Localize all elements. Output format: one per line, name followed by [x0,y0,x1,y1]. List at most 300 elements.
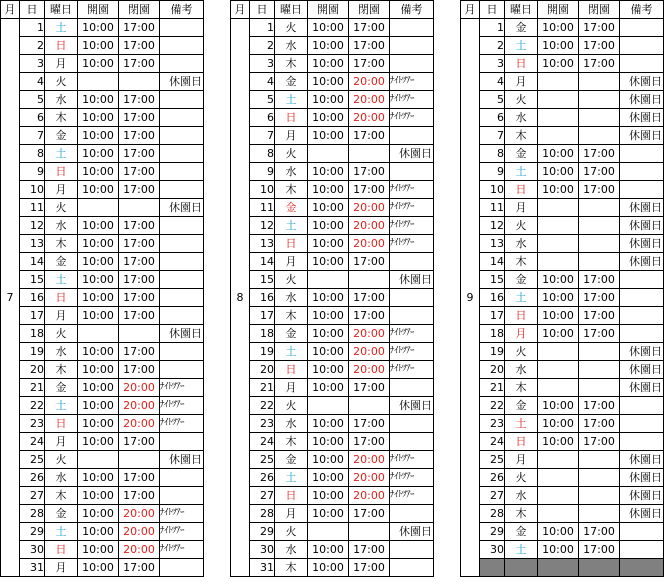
day-cell: 15 [20,271,45,289]
weekday-cell: 土 [505,163,538,181]
day-cell: 25 [480,451,505,469]
close-time-cell: 17:00 [119,559,160,577]
open-time-cell: 10:00 [538,289,579,307]
weekday-cell: 金 [275,199,308,217]
close-time-cell: 17:00 [579,19,620,37]
weekday-cell: 日 [505,433,538,451]
day-cell: 2 [480,37,505,55]
day-cell: 27 [480,487,505,505]
open-time-cell: 10:00 [538,163,579,181]
close-time-cell: 20:00 [349,451,390,469]
note-cell: 休園日 [620,469,664,487]
note-cell [390,289,434,307]
open-time-cell [538,361,579,379]
day-cell: 13 [480,235,505,253]
weekday-cell: 木 [275,181,308,199]
table-row [1,19,204,37]
note-cell: 休園日 [620,109,664,127]
close-time-cell [579,379,620,397]
table-row [231,145,434,163]
month-cell: 9 [461,19,480,577]
close-time-cell [119,73,160,91]
table-row [461,379,664,397]
open-time-cell: 10:00 [78,523,119,541]
header-row [461,1,664,19]
table-row [231,181,434,199]
weekday-cell: 木 [505,379,538,397]
table-row [231,37,434,55]
weekday-cell: 金 [275,73,308,91]
open-time-cell: 10:00 [78,343,119,361]
close-time-cell [119,325,160,343]
weekday-cell: 土 [45,271,78,289]
day-cell: 2 [20,37,45,55]
table-row [231,433,434,451]
weekday-cell: 木 [45,235,78,253]
header-dow: 曜日 [275,1,308,19]
close-time-cell: 17:00 [579,433,620,451]
close-time-cell: 20:00 [119,415,160,433]
close-time-cell: 17:00 [579,307,620,325]
header-open: 開園 [538,1,579,19]
header-close: 閉園 [119,1,160,19]
close-time-cell: 17:00 [119,127,160,145]
open-time-cell: 10:00 [308,469,349,487]
note-cell [160,469,204,487]
weekday-cell: 土 [275,91,308,109]
note-cell: 休園日 [620,505,664,523]
table-row [1,397,204,415]
weekday-cell: 月 [505,451,538,469]
close-time-cell: 17:00 [579,37,620,55]
close-time-cell [349,397,390,415]
close-time-cell: 17:00 [349,127,390,145]
day-cell: 24 [250,433,275,451]
open-time-cell: 10:00 [78,559,119,577]
close-time-cell: 17:00 [119,91,160,109]
close-time-cell: 17:00 [119,19,160,37]
weekday-cell: 水 [505,235,538,253]
note-cell: ﾅｲﾄﾂｱｰ [390,217,434,235]
header-open: 開園 [308,1,349,19]
day-cell: 17 [20,307,45,325]
note-cell: ﾅｲﾄﾂｱｰ [390,73,434,91]
table-row [231,91,434,109]
open-time-cell: 10:00 [78,127,119,145]
close-time-cell: 17:00 [349,307,390,325]
day-cell: 31 [20,559,45,577]
close-time-cell: 17:00 [119,307,160,325]
table-row [1,145,204,163]
weekday-cell: 火 [45,199,78,217]
table-row [231,19,434,37]
open-time-cell: 10:00 [308,433,349,451]
day-cell: 3 [480,55,505,73]
weekday-cell: 水 [505,109,538,127]
table-row [461,235,664,253]
close-time-cell: 17:00 [349,433,390,451]
open-time-cell: 10:00 [78,19,119,37]
day-cell: 14 [250,253,275,271]
table-row [1,271,204,289]
table-row [461,415,664,433]
close-time-cell: 17:00 [119,37,160,55]
day-cell: 9 [250,163,275,181]
filler-cell [579,559,620,577]
table-row [461,361,664,379]
open-time-cell: 10:00 [78,361,119,379]
day-cell: 28 [250,505,275,523]
table-row [231,451,434,469]
weekday-cell: 水 [45,343,78,361]
open-time-cell: 10:00 [308,181,349,199]
note-cell: ﾅｲﾄﾂｱｰ [390,343,434,361]
open-time-cell [538,91,579,109]
close-time-cell [579,451,620,469]
table-row [231,469,434,487]
day-cell: 3 [250,55,275,73]
close-time-cell: 17:00 [349,379,390,397]
close-time-cell: 17:00 [349,289,390,307]
close-time-cell: 17:00 [119,343,160,361]
open-time-cell [538,505,579,523]
filler-cell [538,559,579,577]
weekday-cell: 火 [275,19,308,37]
close-time-cell: 20:00 [349,325,390,343]
table-row [1,199,204,217]
table-row [231,541,434,559]
table-row [231,235,434,253]
close-time-cell: 17:00 [119,55,160,73]
weekday-cell: 土 [45,19,78,37]
table-row [231,109,434,127]
open-time-cell [78,199,119,217]
table-row [461,451,664,469]
day-cell: 5 [20,91,45,109]
close-time-cell: 20:00 [119,541,160,559]
note-cell: 休園日 [620,235,664,253]
weekday-cell: 木 [275,307,308,325]
table-row [1,289,204,307]
day-cell: 14 [20,253,45,271]
table-row [461,505,664,523]
day-cell: 23 [250,415,275,433]
weekday-cell: 土 [45,523,78,541]
weekday-cell: 火 [275,523,308,541]
close-time-cell [579,127,620,145]
table-row [461,73,664,91]
table-row [461,19,664,37]
day-cell: 19 [250,343,275,361]
weekday-cell: 水 [275,163,308,181]
note-cell: ﾅｲﾄﾂｱｰ [390,451,434,469]
table-row [461,253,664,271]
weekday-cell: 日 [275,361,308,379]
open-time-cell: 10:00 [78,307,119,325]
note-cell: ﾅｲﾄﾂｱｰ [390,181,434,199]
close-time-cell: 17:00 [579,289,620,307]
open-time-cell: 10:00 [308,559,349,577]
day-cell: 29 [480,523,505,541]
day-cell: 5 [480,91,505,109]
open-time-cell: 10:00 [78,469,119,487]
table-row [461,163,664,181]
table-row [1,73,204,91]
weekday-cell: 月 [45,307,78,325]
calendar-table-july [0,0,204,577]
table-row [461,181,664,199]
open-time-cell: 10:00 [538,397,579,415]
note-cell [390,541,434,559]
open-time-cell: 10:00 [538,181,579,199]
weekday-cell: 金 [505,523,538,541]
table-row [231,289,434,307]
open-time-cell: 10:00 [308,235,349,253]
table-row [231,73,434,91]
weekday-cell: 金 [505,271,538,289]
note-cell [160,91,204,109]
day-cell: 9 [20,163,45,181]
table-row [1,469,204,487]
weekday-cell: 日 [275,487,308,505]
close-time-cell: 17:00 [119,487,160,505]
close-time-cell [579,199,620,217]
close-time-cell: 17:00 [349,19,390,37]
weekday-cell: 木 [45,487,78,505]
note-cell: ﾅｲﾄﾂｱｰ [160,523,204,541]
close-time-cell: 20:00 [349,361,390,379]
open-time-cell: 10:00 [308,19,349,37]
close-time-cell: 20:00 [349,199,390,217]
open-time-cell: 10:00 [78,235,119,253]
day-cell: 22 [250,397,275,415]
weekday-cell: 木 [275,433,308,451]
open-time-cell: 10:00 [78,217,119,235]
close-time-cell: 17:00 [119,433,160,451]
note-cell [160,433,204,451]
weekday-cell: 木 [275,55,308,73]
note-cell [390,505,434,523]
filler-cell [620,559,664,577]
filler-cell [480,559,505,577]
weekday-cell: 水 [45,217,78,235]
close-time-cell: 17:00 [579,415,620,433]
note-cell: 休園日 [620,91,664,109]
note-cell: 休園日 [390,523,434,541]
note-cell [390,163,434,181]
day-cell: 1 [20,19,45,37]
day-cell: 20 [20,361,45,379]
weekday-cell: 木 [505,505,538,523]
close-time-cell: 20:00 [349,469,390,487]
open-time-cell: 10:00 [538,307,579,325]
table-row [1,163,204,181]
close-time-cell: 17:00 [119,469,160,487]
header-row [231,1,434,19]
day-cell: 12 [480,217,505,235]
weekday-cell: 土 [45,145,78,163]
note-cell [160,559,204,577]
open-time-cell: 10:00 [78,181,119,199]
note-cell: 休園日 [620,487,664,505]
weekday-cell: 金 [505,19,538,37]
close-time-cell: 17:00 [579,523,620,541]
close-time-cell: 17:00 [119,361,160,379]
open-time-cell: 10:00 [538,55,579,73]
day-cell: 7 [250,127,275,145]
table-row [1,451,204,469]
day-cell: 18 [20,325,45,343]
day-cell: 10 [20,181,45,199]
close-time-cell [349,271,390,289]
close-time-cell [579,109,620,127]
note-cell [160,163,204,181]
weekday-cell: 火 [505,91,538,109]
weekday-cell: 火 [505,343,538,361]
note-cell: 休園日 [620,361,664,379]
weekday-cell: 日 [275,109,308,127]
close-time-cell: 20:00 [119,379,160,397]
close-time-cell: 20:00 [349,343,390,361]
day-cell: 15 [250,271,275,289]
header-month: 月 [231,1,250,19]
weekday-cell: 木 [505,127,538,145]
weekday-cell: 火 [275,145,308,163]
day-cell: 28 [480,505,505,523]
open-time-cell: 10:00 [78,91,119,109]
open-time-cell [538,487,579,505]
day-cell: 25 [250,451,275,469]
close-time-cell [119,199,160,217]
weekday-cell: 金 [505,397,538,415]
note-cell [160,181,204,199]
day-cell: 21 [20,379,45,397]
weekday-cell: 月 [505,325,538,343]
day-cell: 22 [480,397,505,415]
close-time-cell: 17:00 [579,325,620,343]
weekday-cell: 水 [45,469,78,487]
note-cell [160,109,204,127]
close-time-cell: 20:00 [119,397,160,415]
close-time-cell: 17:00 [579,397,620,415]
day-cell: 27 [250,487,275,505]
weekday-cell: 月 [275,505,308,523]
note-cell [160,361,204,379]
weekday-cell: 金 [505,145,538,163]
note-cell [620,325,664,343]
day-cell: 26 [250,469,275,487]
open-time-cell [78,73,119,91]
note-cell [390,127,434,145]
calendar-table-august [230,0,434,577]
note-cell [160,217,204,235]
close-time-cell: 17:00 [349,415,390,433]
note-cell [390,415,434,433]
day-cell: 30 [480,541,505,559]
weekday-cell: 火 [275,397,308,415]
note-cell [620,271,664,289]
close-time-cell: 20:00 [119,523,160,541]
day-cell: 28 [20,505,45,523]
weekday-cell: 土 [505,37,538,55]
note-cell [620,307,664,325]
day-cell: 16 [20,289,45,307]
close-time-cell: 20:00 [349,487,390,505]
close-time-cell [579,505,620,523]
table-row [1,181,204,199]
note-cell [390,559,434,577]
table-row [461,397,664,415]
open-time-cell: 10:00 [538,271,579,289]
weekday-cell: 土 [275,469,308,487]
table-row [1,505,204,523]
weekday-cell: 火 [505,217,538,235]
weekday-cell: 日 [45,289,78,307]
weekday-cell: 金 [275,325,308,343]
header-row [1,1,204,19]
day-cell: 10 [250,181,275,199]
open-time-cell [538,235,579,253]
table-row [1,235,204,253]
close-time-cell: 17:00 [579,271,620,289]
note-cell [160,307,204,325]
day-cell: 24 [20,433,45,451]
note-cell: 休園日 [620,73,664,91]
note-cell: 休園日 [620,379,664,397]
day-cell: 4 [250,73,275,91]
table-row [1,541,204,559]
day-cell: 31 [250,559,275,577]
close-time-cell: 20:00 [349,235,390,253]
note-cell [620,415,664,433]
open-time-cell [538,73,579,91]
day-cell: 4 [480,73,505,91]
close-time-cell: 17:00 [349,253,390,271]
table-row [231,379,434,397]
open-time-cell: 10:00 [308,55,349,73]
open-time-cell: 10:00 [308,217,349,235]
note-cell [620,397,664,415]
weekday-cell: 日 [505,55,538,73]
open-time-cell: 10:00 [78,487,119,505]
open-time-cell: 10:00 [308,253,349,271]
table-row [231,271,434,289]
weekday-cell: 金 [275,451,308,469]
note-cell: 休園日 [160,451,204,469]
close-time-cell: 17:00 [349,505,390,523]
close-time-cell: 17:00 [119,109,160,127]
open-time-cell: 10:00 [308,199,349,217]
note-cell [620,433,664,451]
open-time-cell: 10:00 [538,325,579,343]
close-time-cell: 17:00 [579,145,620,163]
day-cell: 16 [480,289,505,307]
weekday-cell: 水 [275,289,308,307]
open-time-cell: 10:00 [308,361,349,379]
close-time-cell [579,469,620,487]
table-row [1,343,204,361]
day-cell: 17 [250,307,275,325]
weekday-cell: 木 [45,361,78,379]
day-cell: 11 [20,199,45,217]
weekday-cell: 月 [45,181,78,199]
table-row [461,145,664,163]
close-time-cell [579,343,620,361]
weekday-cell: 月 [275,127,308,145]
header-dow: 曜日 [45,1,78,19]
weekday-cell: 月 [275,253,308,271]
day-cell: 13 [250,235,275,253]
